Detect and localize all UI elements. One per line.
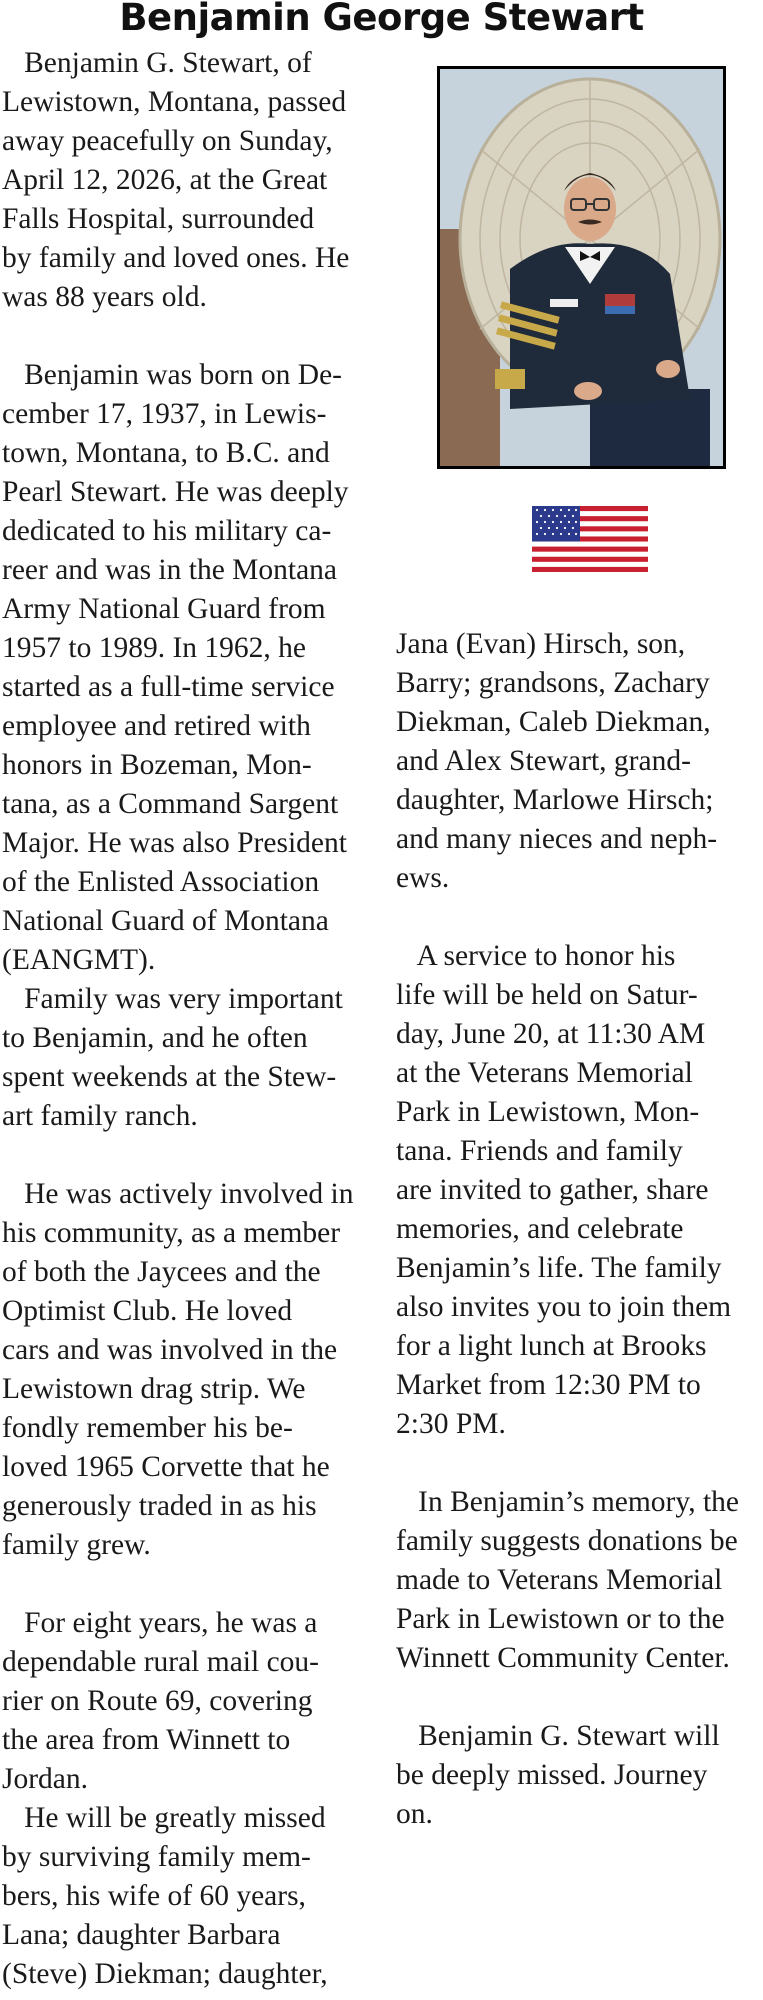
paragraph-family: Family was very important to Benjamin, and he often spent weekends at the Stew- art family ranch. xyxy=(2,983,343,1132)
portrait-photo xyxy=(437,66,726,469)
right-column xyxy=(396,625,763,1834)
paragraph-mail-courier: For eight years, he was a dependable rural mail cou- rier on Route 69, covering the area from Winnett to Jordan. xyxy=(2,1607,319,1795)
paragraph-intro: Benjamin G. Stewart, of Lewistown, Montana, passed away peacefully on Sunday, April 12, 2026, at the Great Falls Hospital, surrounded by family and loved ones. He was 88 years old. xyxy=(2,47,350,313)
paragraph-service: A service to honor his life will be held on Satur- day, June 20, at 11:30 AM at the Veterans Memorial Park in Lewistown, Mon- tana. Friends and family are invited to gather, share memories, and celebrate Benjamin’s life. The family also invites you to join them for a light lunch at Brooks Market from 12:30 PM to 2:30 PM. xyxy=(396,940,732,1440)
left-column xyxy=(2,44,372,1994)
paragraph-closing: Benjamin G. Stewart will be deeply missed. Journey on. xyxy=(396,1720,720,1830)
obituary-title: Benjamin George Stewart xyxy=(119,0,644,39)
paragraph-donations: In Benjamin’s memory, the family suggests donations be made to Veterans Memorial Park in Lewistown or to the Winnett Community Center. xyxy=(396,1486,740,1674)
paragraph-survivors-continued: Jana (Evan) Hirsch, son, Barry; grandsons, Zachary Diekman, Caleb Diekman, and Alex Stewart, grand- daughter, Marlowe Hirsch; and many nieces and neph- ews. xyxy=(396,628,718,894)
paragraph-military: Benjamin was born on De- cember 17, 1937, in Lewis- town, Montana, to B.C. and Pearl Stewart. He was deeply dedicated to his military ca- reer and was in the Montana Army National Guard from 1957 to 1989. In 1962, he started as a full-time service employee and retired with honors in Bozeman, Mon- tana, as a Command Sargent Major. He was also President of the Enlisted Association National Guard of Montana (EANGMT). xyxy=(2,359,349,976)
paragraph-survivors: He will be greatly missed by surviving family mem- bers, his wife of 60 years, Lana; daughter Barbara (Steve) Diekman; daughter, xyxy=(2,1802,328,1990)
paragraph-community: He was actively involved in his community, as a member of both the Jaycees and the Optimist Club. He loved cars and was involved in the Lewistown drag strip. We fondly remember his be- loved 1965 Corvette that he generously traded in as his family grew. xyxy=(2,1178,354,1561)
us-flag-icon xyxy=(532,506,648,572)
